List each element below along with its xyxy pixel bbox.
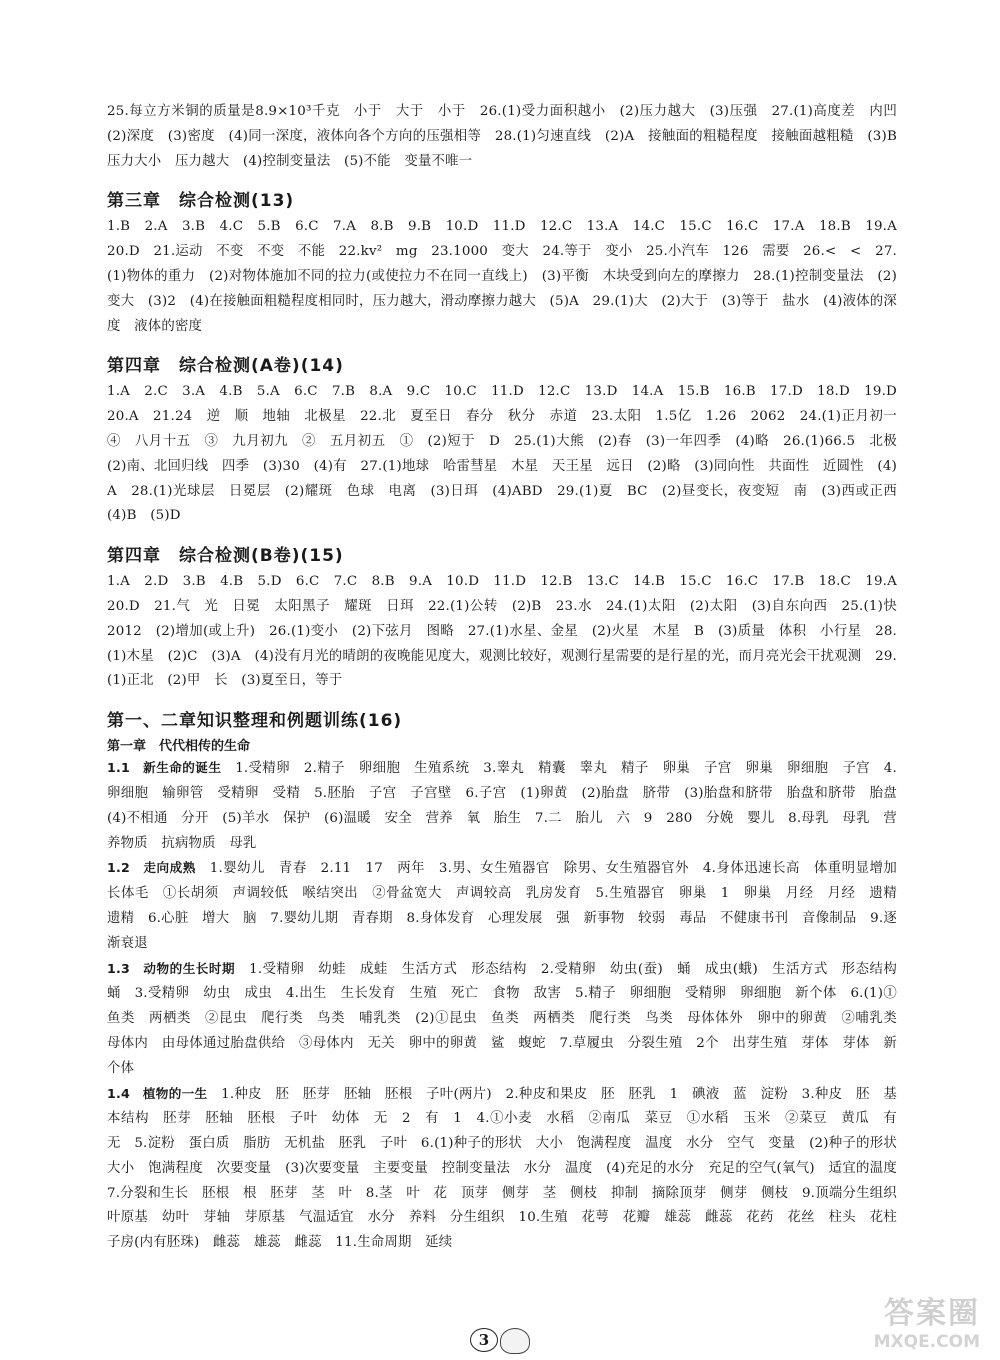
knowledge-item — [107, 957, 911, 1082]
chapter-heading: 第一章 代代相传的生命 — [107, 739, 251, 755]
answer-page — [107, 100, 911, 1256]
page-number: 3 — [470, 1328, 498, 1352]
knowledge-item-text: 1.婴幼儿 青春 2.11 17 两年 3.男、女生殖器官 除男、女生殖器官外 4.身体迅速长高 体重明显增加 长体毛 ①长胡须 声调较低 喉结突出 ②骨盆宽大 声调较高 乳房发育 5.生殖器官 卵巢 1 卵巢 月经 月经 遗精 遗精 6.心脏 增大 脑 7.婴幼儿期 青春期 8.身体发育 心理发展 强 新事物 较弱 毒品 不健康书刊 音像制品 9.逐渐衰退 — [107, 861, 911, 951]
watermark-url: MXQE.COM — [873, 1332, 980, 1352]
section-text-ch4b: 1.A 2.D 3.B 4.B 5.D 6.C 7.C 8.B 9.A 10.D 11.D 12.B 13.C 14.B 15.C 16.C 17.B 18.C 19.A 20.D 21.气 光 日冕 太阳黑子 耀斑 日珥 22.(1)公转 (2)B 23.水 24.(1)太阳 (2)太阳 (3)自东向西 25.(1)快 2012 (2)增加(或上升) 26.(1)变小 (2)下弦月 图略 27.(1)水星、金星 (2)火星 木星 B (3)质量 体积 小行星 28.(1)木星 (2)C (3)A (4)没有月光的晴朗的夜晚能见度大，观测比较好，观测行星需要的是行星的光，而月亮光会干扰观测 29.(1)正北 (2)甲 长 (3)夏至日，等于 — [107, 574, 911, 689]
mascot-icon — [500, 1328, 530, 1354]
knowledge-item — [107, 1082, 911, 1257]
knowledge-item-text: 1.受精卵 幼蛙 成蛙 生活方式 形态结构 2.受精卵 幼虫(蚕) 蛹 成虫(蛾) 生活方式 形态结构 蛹 3.受精卵 幼虫 成虫 4.出生 生长发育 生殖 死亡 食物 敌害 5.精子 卵细胞 受精卵 卵细胞 新个体 6.(1)①鱼类 两栖类 ②昆虫 爬行类 鸟类 哺乳类 (2)①昆虫 鱼类 两栖类 爬行类 鸟类 母体体外 卵中的卵黄 ②哺乳类 母体内 由母体通过胎盘供给 ③母体内 无关 卵中的卵黄 鲨 蝮蛇 7.草履虫 分裂生殖 2个 出芽生殖 芽体 芽体 新个体 — [107, 961, 911, 1076]
section-text-ch3: 1.B 2.A 3.B 4.C 5.B 6.C 7.A 8.B 9.B 10.D 11.D 12.C 13.A 14.C 15.C 16.C 17.A 18.B 19.A 20.D 21.运动 不变 不变 不能 22.kv² mg 23.1000 变大 24.等于 变小 25.小汽车 126 需要 26.< < 27.(1)物体的重力 (2)对物体施加不同的拉力(或使拉力不在同一直线上) (3)平衡 木块受到向左的摩擦力 28.(1)控制变量法 (2)变大 (3)2 (4)在接触面粗糙程度相同时，压力越大，滑动摩擦力越大 (5)A 29.(1)大 (2)大于 (3)等于 盐水 (4)液体的深度 液体的密度 — [107, 219, 911, 334]
section-title-ch4b: 第四章 综合检测(B卷)(15) — [107, 546, 344, 567]
section-title-ch4a: 第四章 综合检测(A卷)(14) — [107, 356, 344, 377]
watermark — [810, 1288, 980, 1352]
knowledge-item-heading: 1.1 新生命的诞生 — [107, 760, 222, 776]
page-footer — [470, 1328, 550, 1358]
knowledge-item-heading: 1.4 植物的一生 — [107, 1085, 208, 1101]
section-text-ch4a: 1.A 2.C 3.A 4.B 5.A 6.C 7.B 8.A 9.C 10.C 11.D 12.C 13.D 14.A 15.B 16.B 17.D 18.D 19.D 20.A 21.24 逆 顺 地轴 北极星 22.北 夏至日 春分 秋分 赤道 23.太阳 1.5亿 1.26 2062 24.(1)正月初一 ④ 八月十五 ③ 九月初九 ② 五月初五 ① (2)短于 D 25.(1)大熊 (2)春 (3)一年四季 (4)略 26.(1)66.5 北极 (2)南、北回归线 四季 (3)30 (4)有 27.(1)地球 哈雷彗星 木星 天王星 远日 (2)略 (3)同向性 共面性 近圆性 (4)A 28.(1)光球层 日冕层 (2)耀斑 色球 电离 (3)日珥 (4)ABD 29.(1)夏 BC (2)昼变长，夜变短 南 (3)西或正西 (4)B (5)D — [107, 384, 911, 524]
section-title-ch3: 第三章 综合检测(13) — [107, 191, 295, 212]
knowledge-item-heading: 1.2 走向成熟 — [107, 860, 196, 876]
knowledge-item-text: 1.种皮 胚 胚芽 胚轴 胚根 子叶(两片) 2.种皮和果皮 胚 胚乳 1 碘液 蓝 淀粉 3.种皮 胚 基本结构 胚芽 胚轴 胚根 子叶 幼体 无 2 有 1 4.①小麦 水稻 ②南瓜 菜豆 ①水稻 玉米 ②菜豆 黄瓜 有 无 5.淀粉 蛋白质 脂肪 无机盐 胚乳 子叶 6.(1)种子的形状 大小 饱满程度 温度 水分 空气 变量 (2)种子的形状 大小 饱满程度 次要变量 (3)次要变量 主要变量 控制变量法 水分 温度 (4)充足的水分 充足的空气(氧气) 适宜的温度 7.分裂和生长 胚根 根 胚芽 茎 叶 8.茎 叶 花 顶芽 侧芽 茎 侧枝 抑制 摘除顶芽 侧芽 侧枝 9.顶端分生组织 叶原基 幼叶 芽轴 芽原基 气温适宜 水分 养料 分生组织 10.生殖 花萼 花瓣 雄蕊 雌蕊 花药 花丝 柱头 花柱 子房(内有胚珠) 雌蕊 雄蕊 雌蕊 11.生命周期 延续 — [107, 1086, 911, 1251]
top-paragraph: 25.每立方米铜的质量是8.9×10³千克 小于 大于 小于 26.(1)受力面积越小 (2)压力越大 (3)压强 27.(1)高度差 内凹 (2)深度 (3)密度 (4)同一深度，液体向各个方向的压强相等 28.(1)匀速直线 (2)A 接触面的粗糙程度 接触面越粗糙 (3)B 压力大小 压力越大 (4)控制变量法 (5)不能 变量不唯一 — [107, 104, 911, 169]
knowledge-section-title: 第一、二章知识整理和例题训练(16) — [107, 711, 403, 732]
knowledge-item-heading: 1.3 动物的生长时期 — [107, 960, 236, 976]
knowledge-item — [107, 756, 911, 856]
knowledge-item — [107, 856, 911, 956]
knowledge-item-text: 1.受精卵 2.精子 卵细胞 生殖系统 3.睾丸 精囊 睾丸 精子 卵巢 子宫 卵巢 卵细胞 子宫 4.卵细胞 输卵管 受精卵 受精 5.胚胎 子宫 子宫壁 6.子宫 (1)卵黄 (2)胎盘 脐带 (3)胎盘和脐带 胎盘和脐带 胎盘 (4)不相通 分开 (5)羊水 保护 (6)温暖 安全 营养 氧 胎生 7.二 胎儿 六 9 280 分娩 婴儿 8.母乳 母乳 营养物质 抗病物质 母乳 — [107, 761, 911, 851]
watermark-main: 答案圈 — [884, 1296, 980, 1331]
